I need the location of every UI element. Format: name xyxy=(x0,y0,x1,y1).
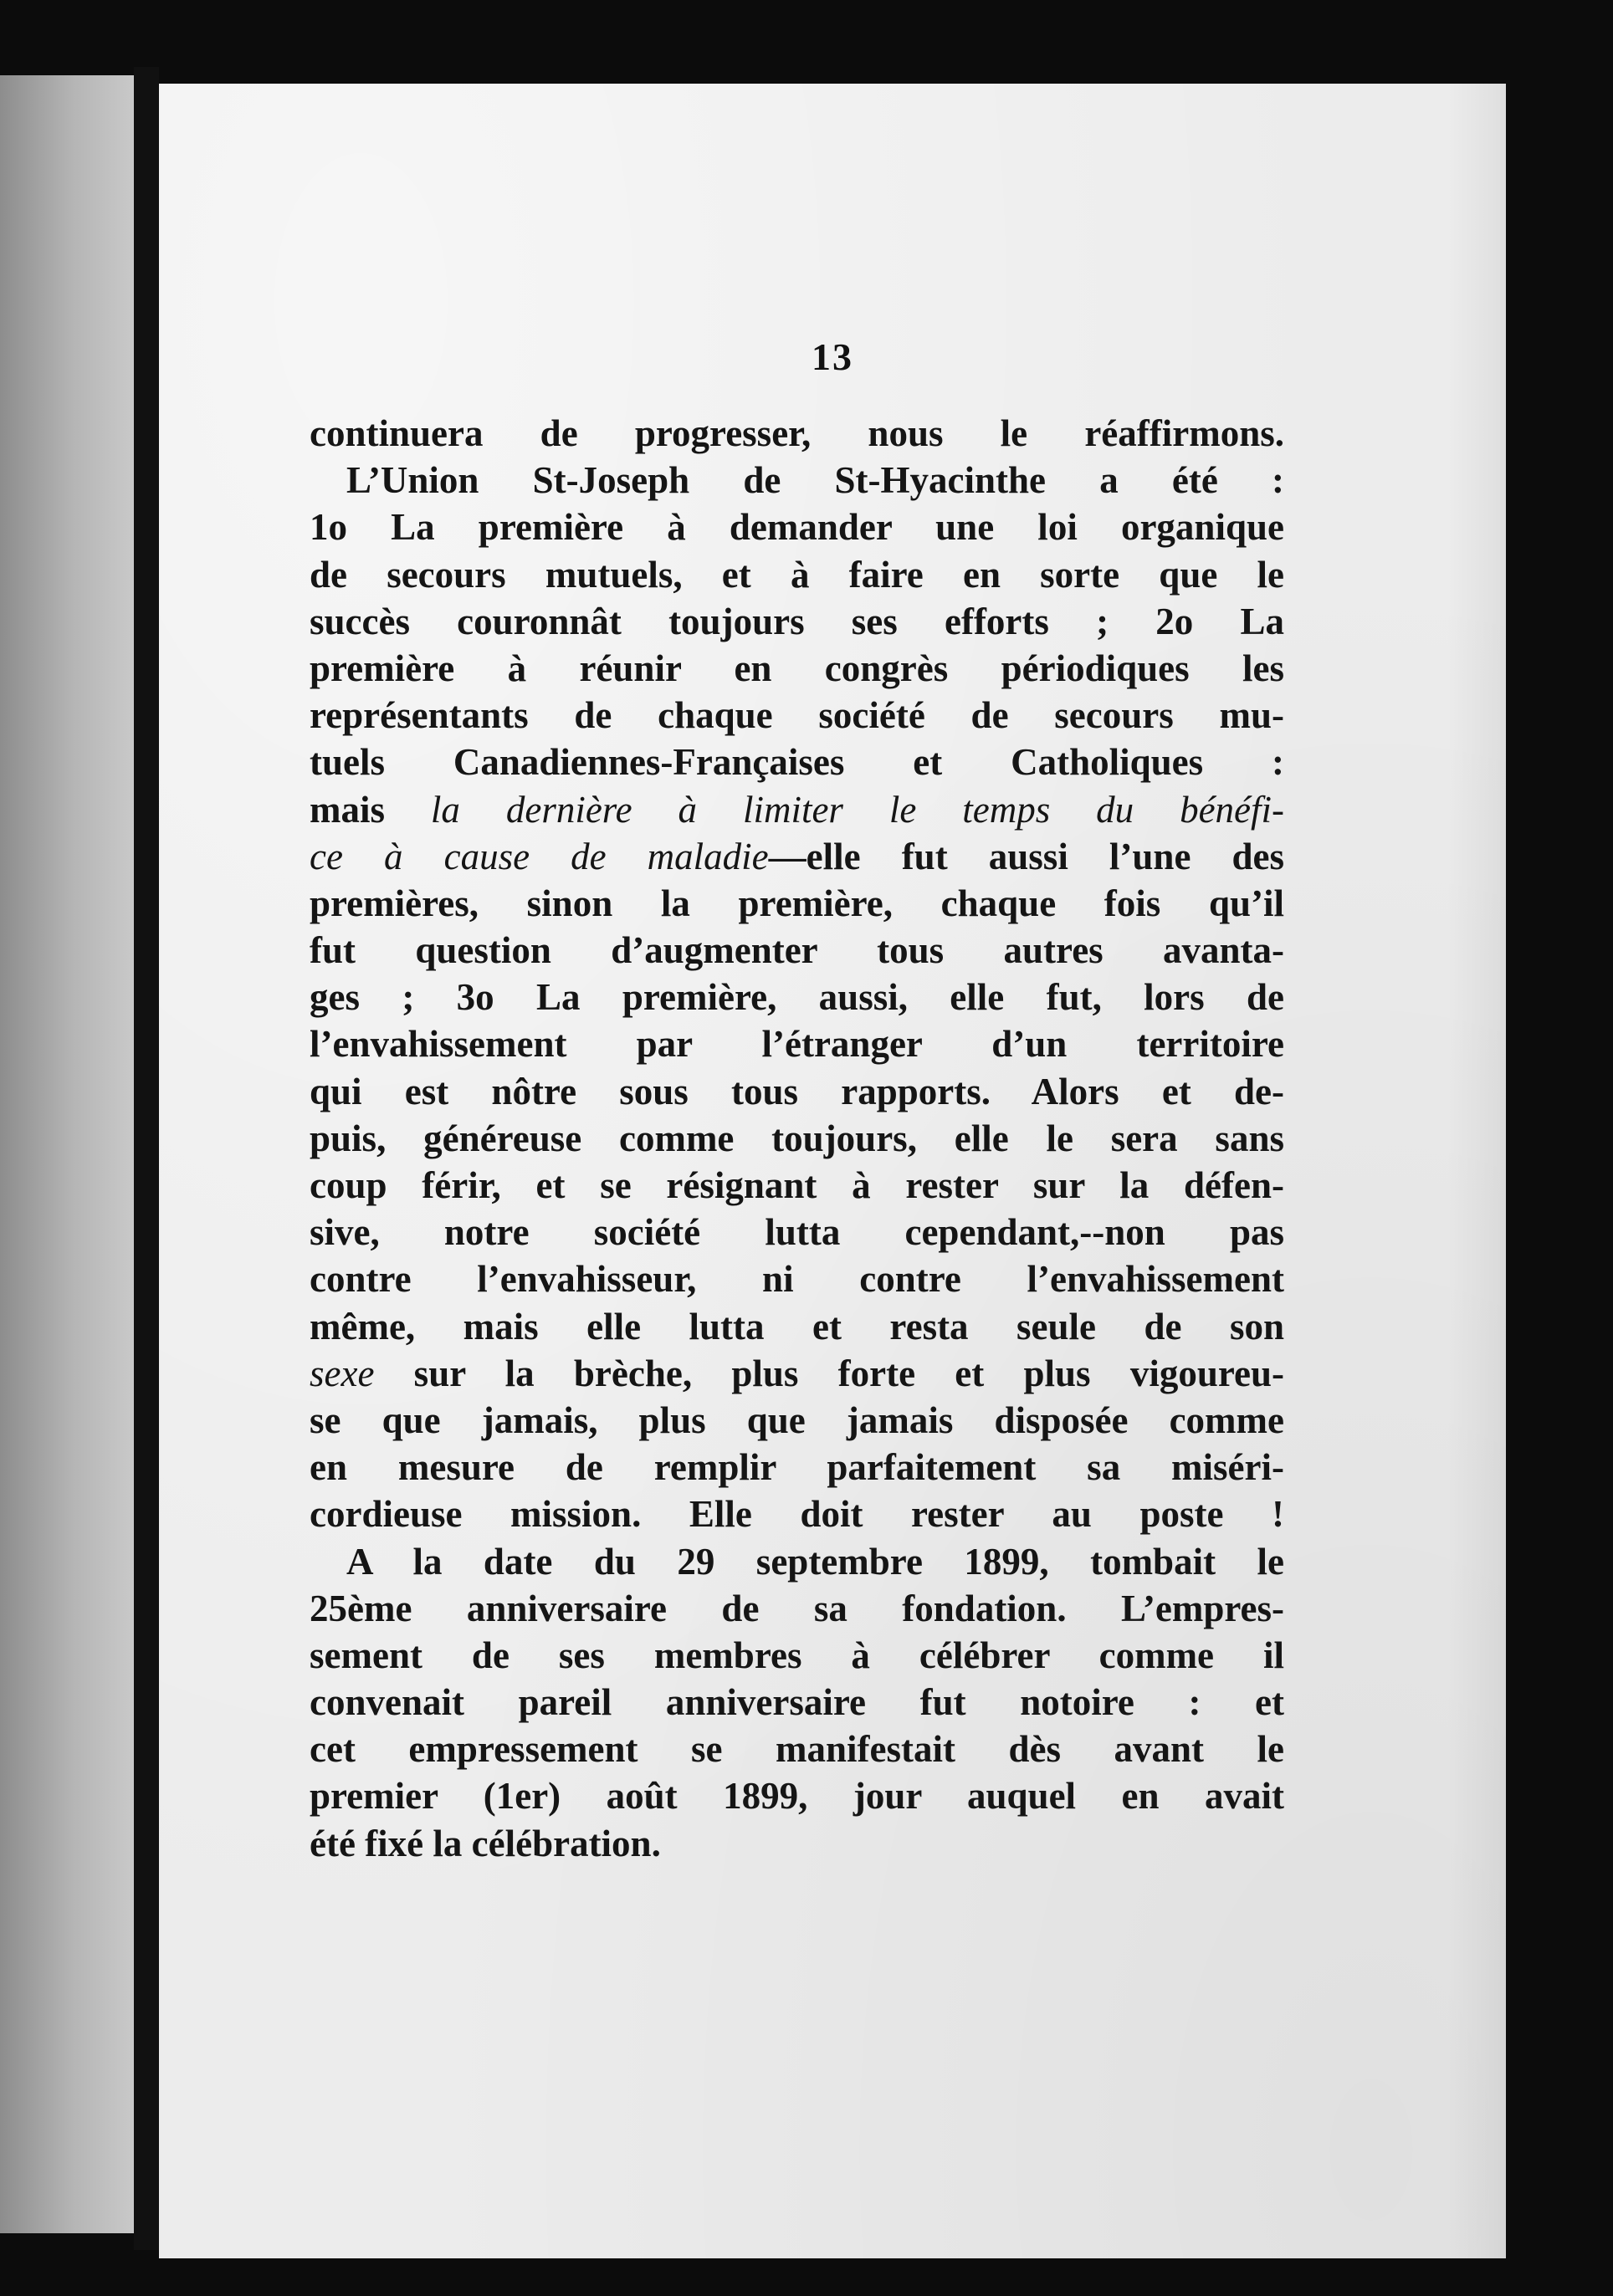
line-text: premières, sinon la première, chaque fois qu’il xyxy=(310,882,1284,924)
text-line xyxy=(310,786,1284,833)
text-line xyxy=(310,1491,1284,1537)
page-shadow xyxy=(1447,84,1506,2258)
line-text: contre l’envahisseur, ni contre l’envahissement xyxy=(310,1258,1284,1301)
text-line xyxy=(310,645,1284,692)
text-line xyxy=(310,410,1284,457)
line-text: l’envahissement par l’étranger d’un territoire xyxy=(310,1023,1284,1066)
line-text: fut question d’augmenter tous autres avanta- xyxy=(310,929,1284,972)
line-text: été fixé la célébration. xyxy=(310,1822,661,1864)
line-text: sur la brèche, plus forte et plus vigoureu- xyxy=(374,1352,1284,1394)
line-text: —elle fut aussi l’une des xyxy=(768,835,1285,877)
line-text: qui est nôtre sous tous rapports. Alors et de- xyxy=(310,1070,1284,1112)
body-text xyxy=(310,410,1284,1867)
text-line xyxy=(310,1020,1284,1067)
text-line xyxy=(310,1068,1284,1115)
line-text: sive, notre société lutta cependant,--non pas xyxy=(310,1211,1284,1254)
line-text: mais xyxy=(310,788,431,831)
text-line xyxy=(310,927,1284,974)
book-gutter xyxy=(134,67,159,2250)
line-text: 1o La première à demander une loi organique xyxy=(310,506,1284,549)
text-line xyxy=(310,551,1284,598)
line-text: cordieuse mission. Elle doit rester au poste ! xyxy=(310,1493,1284,1536)
line-text: tuels Canadiennes-Françaises et Catholiques : xyxy=(310,741,1284,784)
page-number: 13 xyxy=(812,335,853,378)
line-text: sement de ses membres à célébrer comme il xyxy=(310,1634,1284,1676)
line-text: L’Union St-Joseph de St-Hyacinthe a été : xyxy=(346,459,1284,502)
text-line xyxy=(310,457,1284,504)
text-line xyxy=(310,598,1284,645)
text-line xyxy=(310,1585,1284,1632)
text-line xyxy=(310,1115,1284,1162)
text-line xyxy=(310,1209,1284,1255)
line-text: même, mais elle lutta et resta seule de son xyxy=(310,1305,1284,1347)
text-line xyxy=(310,880,1284,927)
line-text: première à réunir en congrès périodiques les xyxy=(310,647,1284,689)
text-line xyxy=(310,1820,1284,1867)
italic-text: ce à cause de maladie xyxy=(310,835,769,877)
line-text: premier (1er) août 1899, jour auquel en avait xyxy=(310,1775,1284,1818)
scanned-page xyxy=(159,84,1506,2258)
line-text: continuera de progresser, nous le réaffirmons. xyxy=(310,412,1284,454)
facing-page-edge xyxy=(0,75,134,2233)
line-text: cet empressement se manifestait dès avant le xyxy=(310,1728,1284,1771)
text-line xyxy=(310,1397,1284,1444)
text-line xyxy=(310,833,1284,880)
text-line xyxy=(310,1162,1284,1209)
line-text: ges ; 3o La première, aussi, elle fut, lors de xyxy=(310,976,1284,1019)
text-line xyxy=(310,1303,1284,1350)
line-text: succès couronnât toujours ses efforts ; 2o La xyxy=(310,600,1284,642)
line-text: de secours mutuels, et à faire en sorte que le xyxy=(310,553,1284,596)
text-line xyxy=(310,1444,1284,1491)
text-line xyxy=(310,1538,1284,1585)
line-text: se que jamais, plus que jamais disposée comme xyxy=(310,1399,1284,1441)
line-text: en mesure de remplir parfaitement sa miséri- xyxy=(310,1446,1284,1489)
text-line xyxy=(310,1632,1284,1679)
text-line xyxy=(310,504,1284,550)
italic-text: sexe xyxy=(310,1352,375,1394)
text-line xyxy=(310,1255,1284,1302)
line-text: A la date du 29 septembre 1899, tombait le xyxy=(346,1540,1284,1583)
line-text: convenait pareil anniversaire fut notoire : et xyxy=(310,1681,1284,1724)
text-line xyxy=(310,1726,1284,1772)
text-line xyxy=(310,1350,1284,1397)
line-text: représentants de chaque société de secours mu- xyxy=(310,694,1284,737)
line-text: puis, généreuse comme toujours, elle le sera sans xyxy=(310,1117,1284,1159)
italic-text: la dernière à limiter le temps du bénéfi- xyxy=(430,788,1285,831)
text-line xyxy=(310,1679,1284,1726)
text-line xyxy=(310,739,1284,785)
text-line xyxy=(310,692,1284,739)
text-line xyxy=(310,1772,1284,1819)
line-text: 25ème anniversaire de sa fondation. L’empres- xyxy=(310,1587,1284,1629)
text-line xyxy=(310,974,1284,1020)
line-text: coup férir, et se résignant à rester sur la défen- xyxy=(310,1164,1284,1206)
